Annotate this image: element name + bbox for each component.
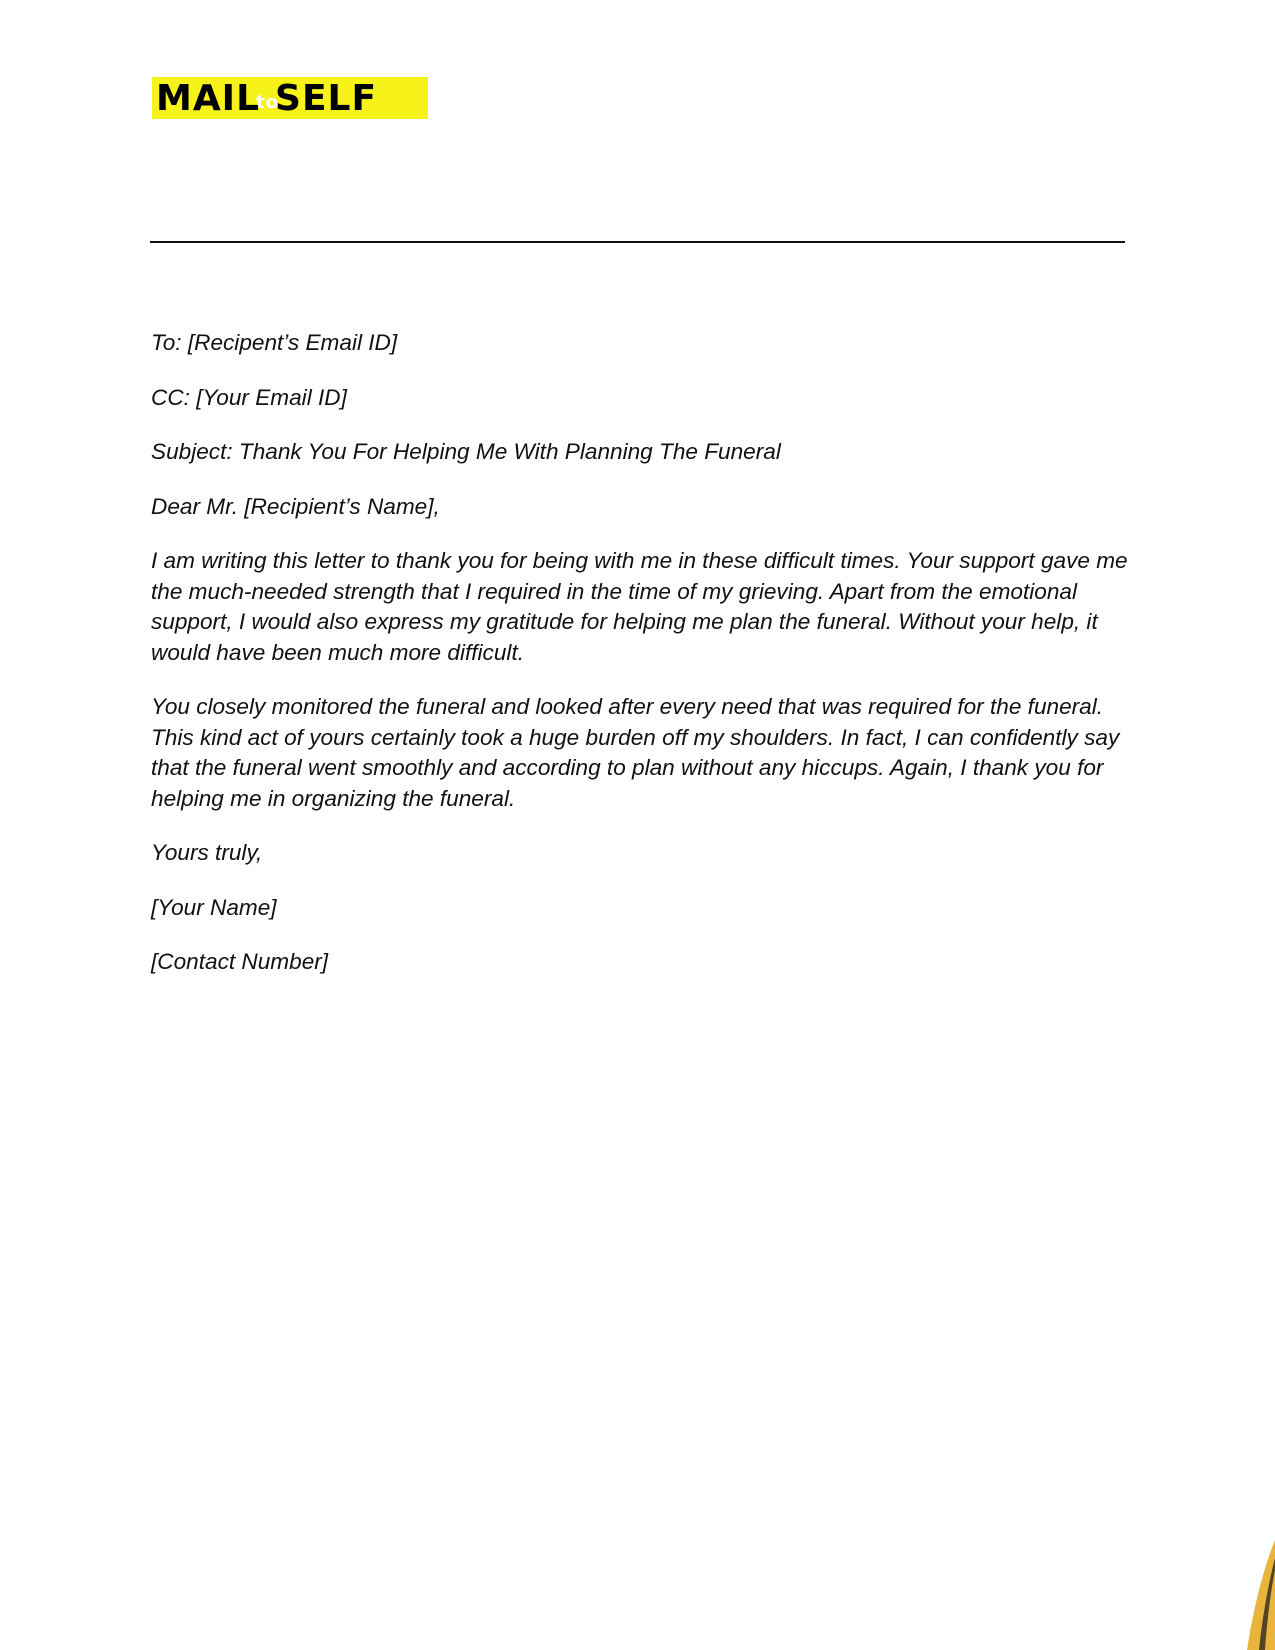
paragraph-gratitude: I am writing this letter to thank you for being with me in these difficult times. Your support gave me the much-needed strength that I required in the time of my grieving. Apart from the emotional support, I would also express my gratitude for helping me plan the funeral. Without your help, it would have been much more difficult. bbox=[151, 548, 1128, 665]
mail-to-self-logo bbox=[152, 77, 428, 119]
logo-text-self: SELF bbox=[275, 78, 378, 119]
closing: Yours truly, bbox=[151, 840, 263, 865]
salutation: Dear Mr. [Recipient’s Name], bbox=[151, 493, 440, 519]
corner-swoosh-decoration bbox=[1235, 1540, 1275, 1650]
signature-contact: [Contact Number] bbox=[151, 949, 329, 974]
logo-text-to: to bbox=[256, 92, 280, 113]
signature-name: [Your Name] bbox=[151, 894, 277, 920]
to-line: To: [Recipent’s Email ID] bbox=[151, 330, 398, 355]
subject-line: Subject: Thank You For Helping Me With Planning The Funeral bbox=[151, 439, 781, 464]
header-divider bbox=[150, 241, 1125, 243]
logo-text-mail: MAIL bbox=[156, 78, 261, 119]
logo-text bbox=[156, 80, 377, 119]
cc-line: CC: [Your Email ID] bbox=[151, 384, 347, 410]
letter-body bbox=[151, 328, 1131, 1002]
paragraph-funeral-help: You closely monitored the funeral and looked after every need that was required for the funeral. This kind act of yours certainly took a huge burden off my shoulders. In fact, I can confidently say that the funeral went smoothly and according to plan without any hiccups. Again, I thank you for helping me in organizing the funeral. bbox=[151, 694, 1120, 811]
